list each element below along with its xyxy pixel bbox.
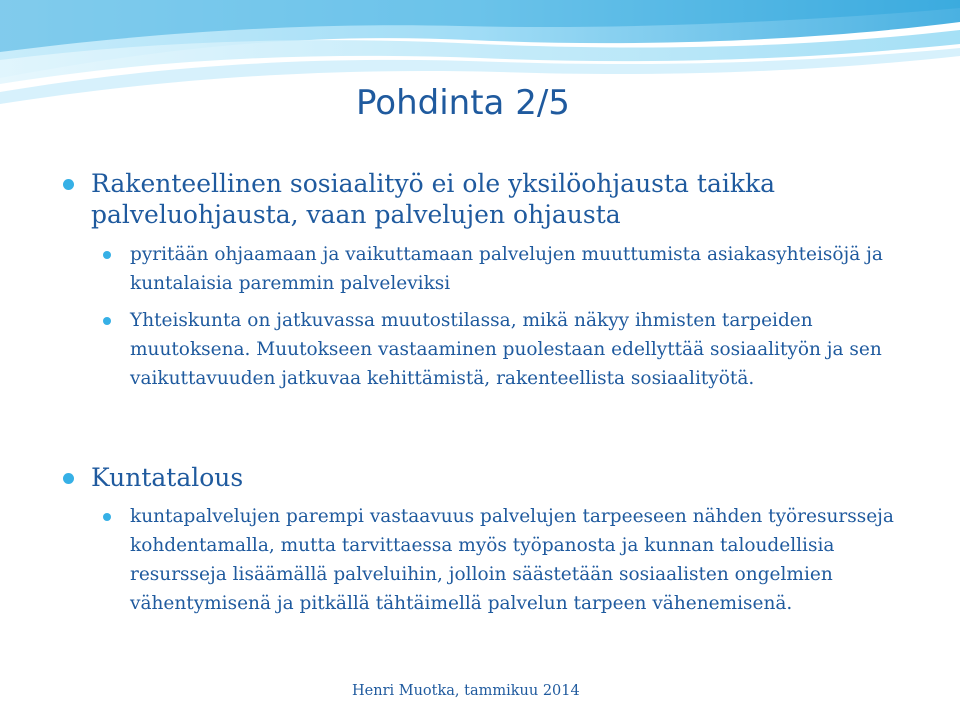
- slide-title: Pohdinta 2/5: [356, 83, 570, 123]
- bullet-heading-text: Rakenteellinen sosiaalityö ei ole yksilöohjausta taikka palveluohjausta, vaan palvelujen ohjausta: [91, 169, 776, 229]
- bullet-section-kuntatalous: [60, 462, 920, 493]
- sub-bullet-text: kuntapalvelujen parempi vastaavuus palvelujen tarpeeseen nähden työresursseja kohdentamalla, mutta tarvittaessa myös työpanosta ja kunnan taloudellisia resursseja lisäämällä palveluihin, jolloin säästetään sosiaalisten ongelmien vähentymisenä ja pitkällä tähtäimellä palvelun tarpeen vähenemisenä.: [130, 506, 894, 614]
- slide-footer: Henri Muotka, tammikuu 2014: [352, 683, 580, 699]
- sub-bullet-text: Yhteiskunta on jatkuvassa muutostilassa, mikä näkyy ihmisten tarpeiden muutoksena. Muutokseen vastaaminen puolestaan edellyttää sosiaalityön ja sen vaikuttavuuden jatkuvaa kehittämistä, rakenteellista sosiaalityötä.: [130, 310, 882, 389]
- sub-bullet-item: [100, 240, 930, 298]
- sub-bullet-text: pyritään ohjaamaan ja vaikuttamaan palvelujen muuttumista asiakasyhteisöjä ja kuntalaisia paremmin palveleviksi: [130, 244, 883, 294]
- sub-bullet-item: [100, 306, 930, 393]
- sub-bullet-item: [100, 502, 930, 618]
- bullet-section-rakenteellinen: [60, 168, 920, 230]
- bullet-heading-text: Kuntatalous: [91, 463, 244, 492]
